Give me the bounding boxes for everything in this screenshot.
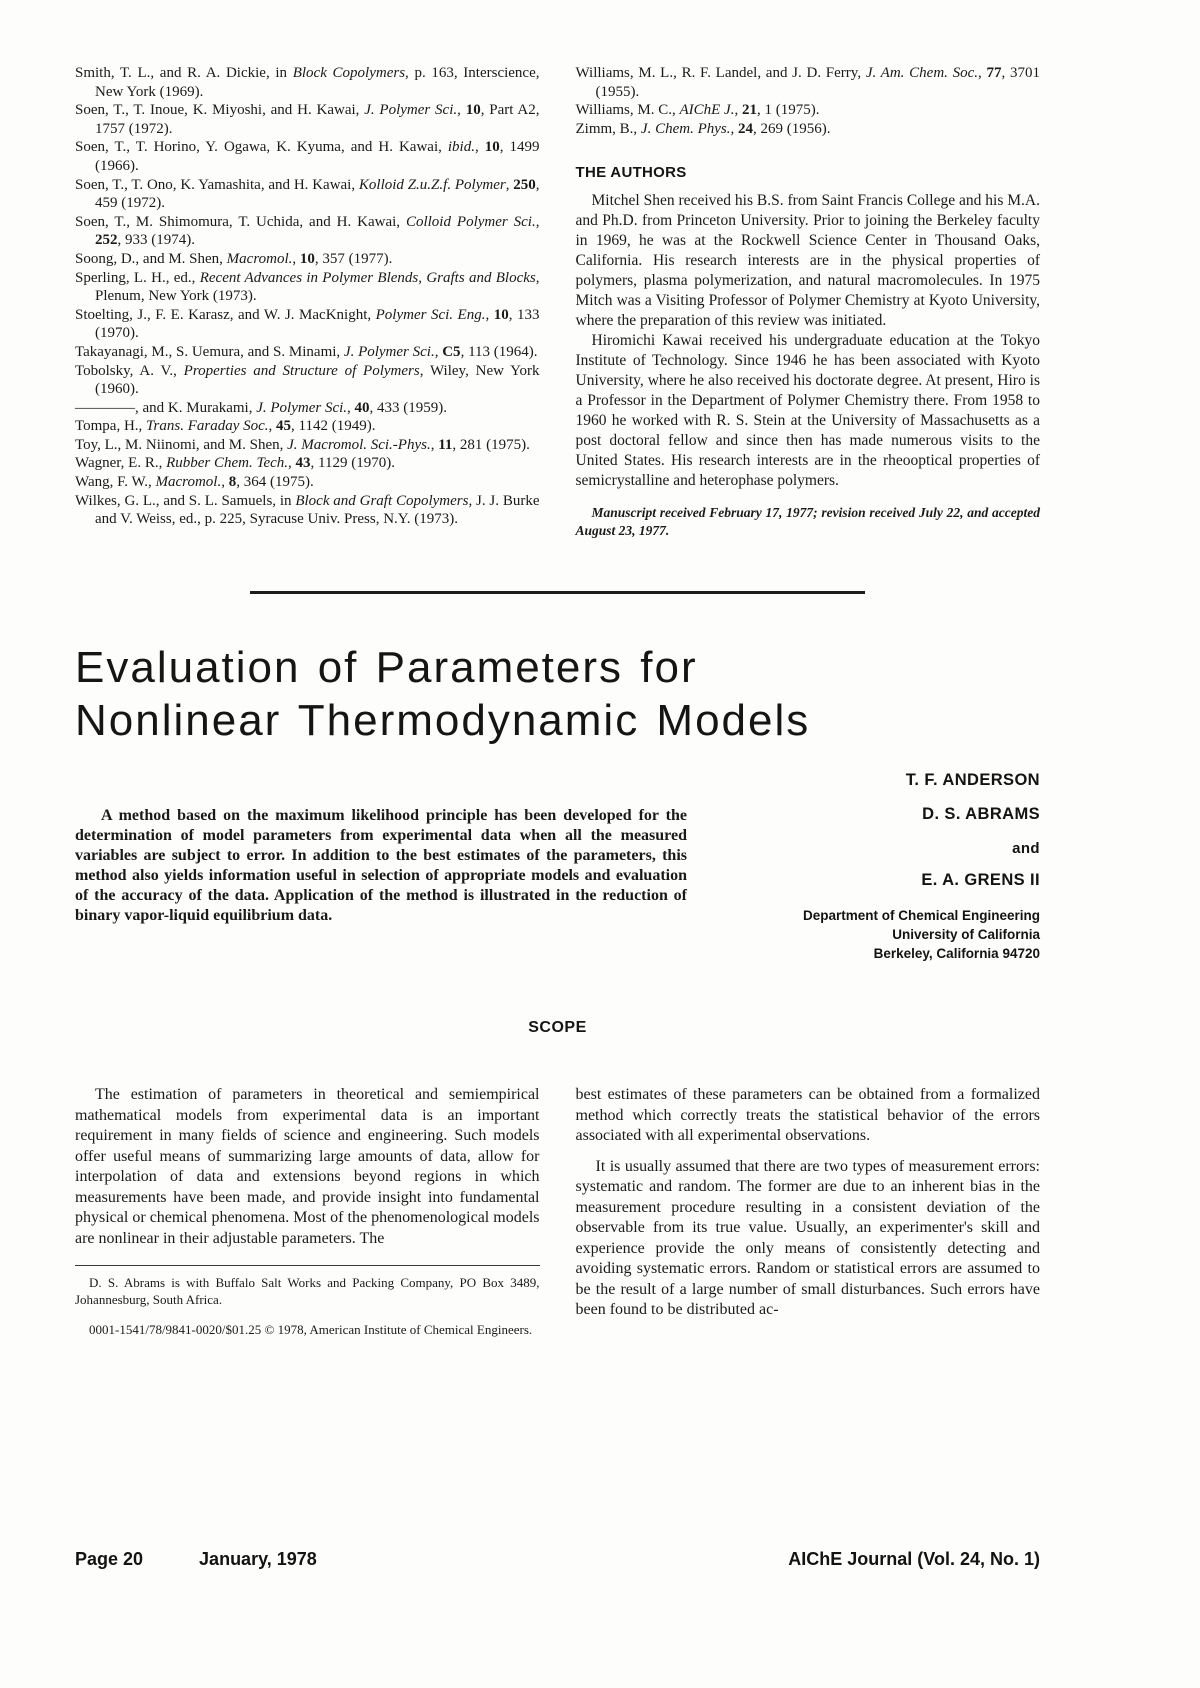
author-bio-paragraph: Mitchel Shen received his B.S. from Saint Francis College and his M.A. and Ph.D. from Princeton University. Prior to joining the Berkeley faculty in 1969, he was at the Rockwell Science Center in Thousand Oaks, California. His research interests are in the physical properties of polymers, plasma polymerization, and natural macromolecules. In 1975 Mitch was a Visiting Professor of Polymer Chemistry at Kyoto University, where the preparation of this review was initiated. [575, 192, 1040, 330]
affiliation [687, 906, 1040, 963]
author-name: D. S. ABRAMS [922, 805, 1040, 824]
reference-entry: Soen, T., T. Horino, Y. Ogawa, K. Kyuma, and H. Kawai, ibid., 10, 1499 (1966). [75, 139, 540, 174]
references-and-authors-section [75, 64, 1040, 539]
authors-section-heading: THE AUTHORS [575, 164, 687, 182]
reference-entry: Soen, T., M. Shimomura, T. Uchida, and H. Kawai, Colloid Polymer Sci., 252, 933 (1974). [75, 213, 540, 249]
journal-citation: AIChE Journal (Vol. 24, No. 1) [788, 1549, 1040, 1569]
scope-section [75, 1085, 1040, 1339]
footnote: D. S. Abrams is with Buffalo Salt Works and Packing Company, PO Box 3489, Johannesburg, South Africa. [75, 1275, 540, 1307]
reference-entry: Tompa, H., Trans. Faraday Soc., 45, 1142 (1949). [75, 418, 376, 435]
page-number: Page 20 [75, 1549, 144, 1569]
reference-list-right [576, 64, 1041, 138]
author-bios [576, 191, 1041, 491]
affiliation-line: Department of Chemical Engineering [802, 908, 1040, 924]
references-column-left [75, 64, 540, 539]
scope-paragraph: best estimates of these parameters can be obtained from a formalized method which correctly treats the statistical behavior of the errors associated with all experimental observations. [575, 1086, 1040, 1145]
article-title: Evaluation of Parameters for Nonlinear Thermodynamic Models [75, 643, 811, 746]
scope-column-right [576, 1085, 1041, 1339]
reference-entry: ————, and K. Murakami, J. Polymer Sci., 40, 433 (1959). [75, 399, 448, 416]
footnotes [75, 1275, 540, 1339]
footnote: 0001-1541/78/9841-0020/$01.25 © 1978, American Institute of Chemical Engineers. [89, 1322, 533, 1338]
reference-entry: Zimm, B., J. Chem. Phys., 24, 269 (1956). [575, 120, 831, 137]
reference-entry: Sperling, L. H., ed., Recent Advances in Polymer Blends, Grafts and Blocks, Plenum, New York (1973). [75, 269, 540, 305]
reference-entry: Williams, M. C., AIChE J., 21, 1 (1975). [575, 102, 820, 119]
abstract: A method based on the maximum likelihood principle has been developed for the determination of model parameters from experimental data when all the measured variables are subject to error. In addition to the best estimates of the parameters, this method also yields information useful in selection of appropriate models and evaluation of the accuracy of the data. Application of the method is illustrated in the reduction of binary vapor-liquid equilibrium data. [75, 806, 687, 924]
reference-entry: Wagner, E. R., Rubber Chem. Tech., 43, 1129 (1970). [75, 455, 395, 472]
author-name: and [1012, 839, 1040, 857]
reference-entry: Toy, L., M. Niinomi, and M. Shen, J. Macromol. Sci.-Phys., 11, 281 (1975). [75, 436, 530, 453]
scope-paragraph: It is usually assumed that there are two types of measurement errors: systematic and random. The former are due to an inherent bias in the measurement procedure resulting in a consistent deviation of the observable from its true value. Usually, an experimenter's skill and experience provide the only means of consistently detecting and avoiding systematic errors. Random or statistical errors are assumed to be the result of a large number of small disturbances. Such errors have been found to be distributed ac- [575, 1157, 1040, 1319]
reference-list-left [75, 64, 540, 529]
scope-text-right [576, 1085, 1041, 1321]
author-name: T. F. ANDERSON [905, 770, 1040, 789]
author-name-list [687, 772, 1040, 889]
abstract-and-authors-row [75, 772, 1040, 964]
reference-entry: Williams, M. L., R. F. Landel, and J. D. Ferry, J. Am. Chem. Soc., 77, 3701 (1955). [575, 65, 1041, 100]
reference-entry: Soen, T., T. Ono, K. Yamashita, and H. Kawai, Kolloid Z.u.Z.f. Polymer, 250, 459 (1972). [75, 176, 540, 212]
reference-entry: Tobolsky, A. V., Properties and Structure of Polymers, Wiley, New York (1960). [75, 362, 540, 398]
reference-entry: Soen, T., T. Inoue, K. Miyoshi, and H. Kawai, J. Polymer Sci., 10, Part A2, 1757 (1972). [75, 102, 540, 137]
reference-entry: Wang, F. W., Macromol., 8, 364 (1975). [75, 474, 314, 491]
affiliation-line: University of California [892, 927, 1040, 943]
reference-entry: Stoelting, J., F. E. Karasz, and W. J. MacKnight, Polymer Sci. Eng., 10, 133 (1970). [75, 306, 540, 342]
issue-date: January, 1978 [199, 1549, 317, 1569]
footer-left [75, 1549, 317, 1570]
scope-paragraph: The estimation of parameters in theoretical and semiempirical mathematical models from experimental data is an important requirement in many fields of science and engineering. Such models offer useful means of summarizing large amounts of data, allow for interpolation of data and extensions beyond regions in which measurements have been made, and provide insight into fundamental physical or chemical phenomena. Most of the phenomenological models are nonlinear in their adjustable parameters. The [75, 1086, 540, 1247]
reference-entry: Takayanagi, M., S. Uemura, and S. Minami, J. Polymer Sci., C5, 113 (1964). [75, 343, 538, 360]
author-name: E. A. GRENS II [921, 870, 1040, 889]
references-column-right [576, 64, 1041, 539]
scope-heading: SCOPE [528, 1019, 587, 1037]
scope-text-left [75, 1085, 540, 1249]
footnote-divider-rule [75, 1265, 540, 1266]
manuscript-received-note: Manuscript received February 17, 1977; revision received July 22, and accepted August 23, 1977. [575, 505, 1040, 538]
reference-entry: Soong, D., and M. Shen, Macromol., 10, 357 (1977). [75, 250, 393, 267]
section-divider-rule [250, 591, 865, 594]
scope-column-left [75, 1085, 540, 1339]
author-bio-paragraph: Hiromichi Kawai received his undergraduate education at the Tokyo Institute of Technology. Since 1946 he has been associated with Kyoto University, where he also received his doctorate degree. At present, Hiro is a Professor in the Department of Polymer Chemistry there. From 1958 to 1960 he worked with R. S. Stein at the University of Massachusetts as a post doctoral fellow and since then has made numerous visits to the United States. His research interests are in the rheooptical properties of semicrystalline and heterophase polymers. [575, 332, 1040, 490]
affiliation-line: Berkeley, California 94720 [873, 946, 1040, 962]
reference-entry: Wilkes, G. L., and S. L. Samuels, in Block and Graft Copolymers, J. J. Burke and V. Weiss, ed., p. 225, Syracuse Univ. Press, N.Y. (1973). [75, 492, 540, 528]
authors-block [687, 772, 1040, 964]
page-footer [75, 1549, 1040, 1570]
reference-entry: Smith, T. L., and R. A. Dickie, in Block Copolymers, p. 163, Interscience, New York (1969). [75, 65, 540, 100]
